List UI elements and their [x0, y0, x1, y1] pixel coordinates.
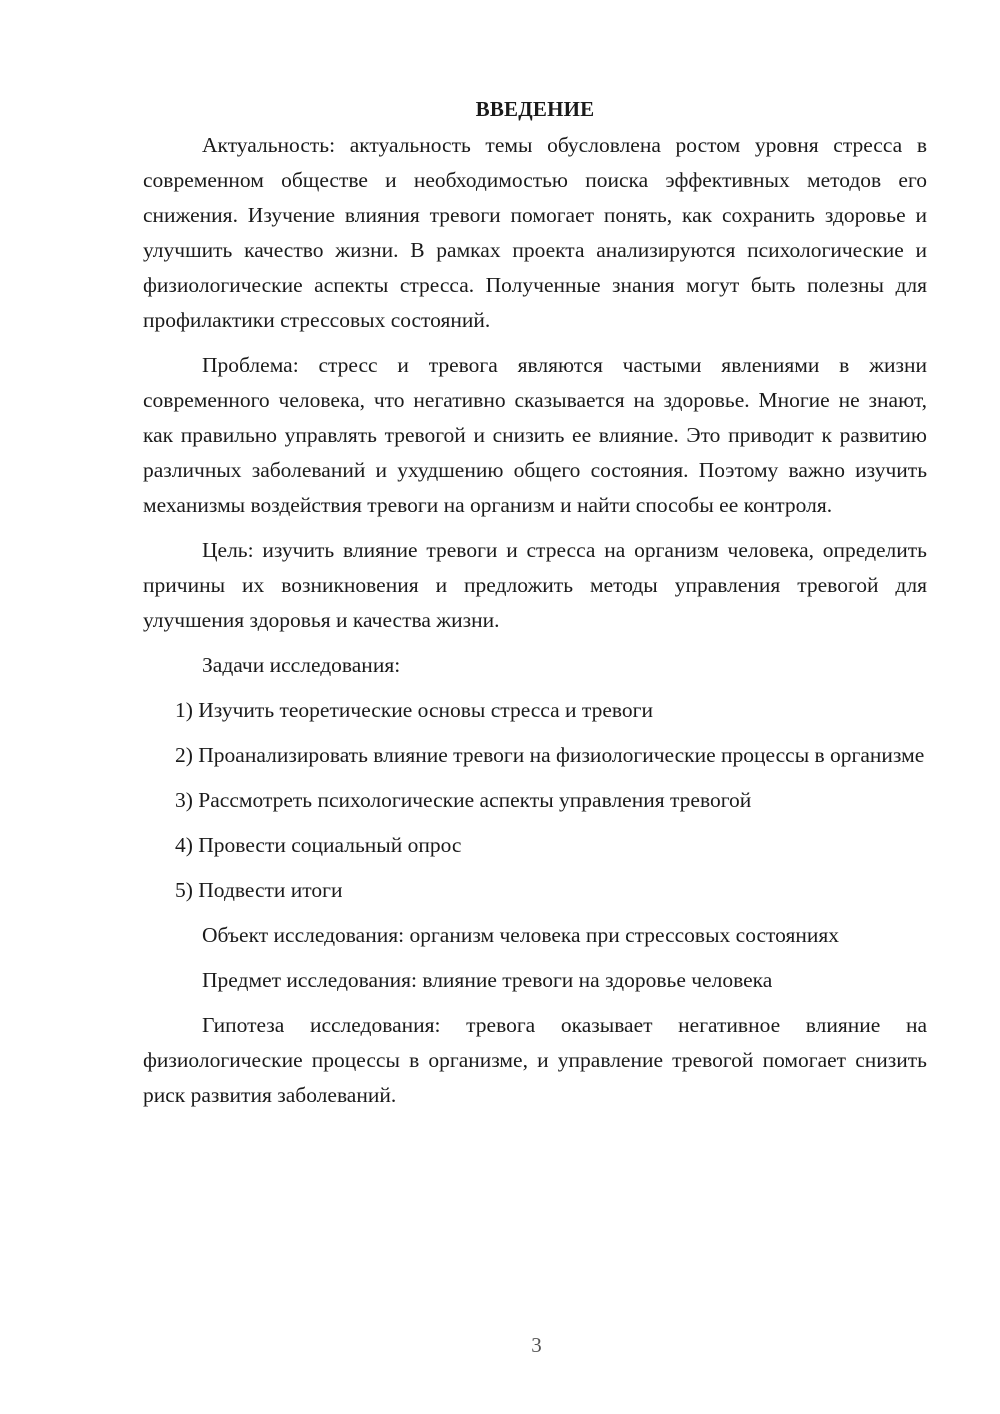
document-body: [143, 92, 927, 1113]
task-item-4: 4) Провести социальный опрос: [175, 833, 462, 857]
goal-paragraph: Цель: изучить влияние тревоги и стресса на организм человека, определить причины их возникновения и предложить методы управления тревогой для улучшения здоровья и качества жизни.: [143, 538, 927, 632]
section-title: ВВЕДЕНИЕ: [475, 97, 595, 121]
task-item-2: 2) Проанализировать влияние тревоги на физиологические процессы в организме: [175, 743, 925, 767]
task-item-5: 5) Подвести итоги: [175, 878, 343, 902]
problem-paragraph: Проблема: стресс и тревога являются частыми явлениями в жизни современного человека, что негативно сказывается на здоровье. Многие не знают, как правильно управлять тревогой и снизить ее влияние. Это приводит к развитию различных заболеваний и ухудшению общего состояния. Поэтому важно изучить механизмы воздействия тревоги на организм и найти способы ее контроля.: [143, 353, 927, 517]
subject-paragraph: Предмет исследования: влияние тревоги на здоровье человека: [202, 968, 773, 992]
task-item-1: 1) Изучить теоретические основы стресса и тревоги: [175, 698, 653, 722]
relevance-paragraph: Актуальность: актуальность темы обусловлена ростом уровня стресса в современном обществе и необходимостью поиска эффективных методов его снижения. Изучение влияния тревоги помогает понять, как сохранить здоровье и улучшить качество жизни. В рамках проекта анализируются психологические и физиологические аспекты стресса. Полученные знания могут быть полезны для профилактики стрессовых состояний.: [143, 133, 927, 332]
object-paragraph: Объект исследования: организм человека при стрессовых состояниях: [202, 923, 840, 947]
page-number: 3: [531, 1333, 542, 1357]
hypothesis-paragraph: Гипотеза исследования: тревога оказывает негативное влияние на физиологические процессы в организме, и управление тревогой помогает снизить риск развития заболеваний.: [143, 1013, 927, 1107]
task-item-3: 3) Рассмотреть психологические аспекты управления тревогой: [175, 788, 752, 812]
tasks-heading: Задачи исследования:: [202, 653, 401, 677]
